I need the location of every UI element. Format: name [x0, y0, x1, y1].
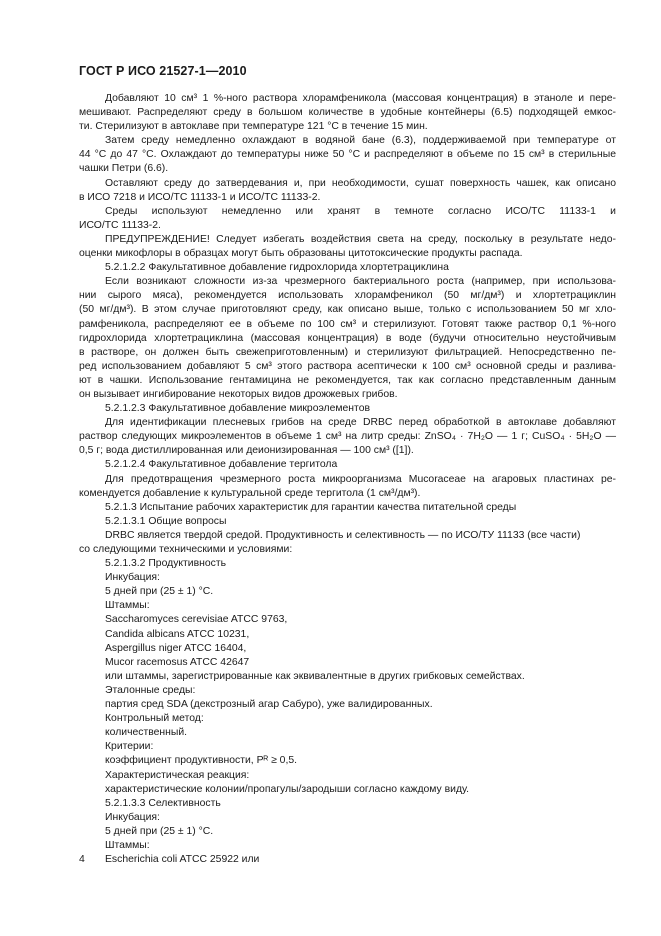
text-line: 5.2.1.2.3 Факультативное добавление микроэлементов	[105, 403, 370, 415]
text-line: мешивают. Распределяют среду в большом количестве в удобные контейнеры (6.5) подходящей емкос-	[79, 107, 616, 119]
text-line: или штаммы, зарегистрированные как эквивалентные в других грибковых семействах.	[105, 670, 525, 682]
text-line: комендуется добавление к культуральной среде тергитола (1 см³/дм³).	[79, 487, 421, 499]
text-line: гидрохлорида хлортетрациклина (массовая концентрация) в воде (будучи относительно неустойчивым	[79, 332, 616, 344]
text-line: ти. Стерилизуют в автоклаве при температуре 121 °С в течение 15 мин.	[79, 121, 428, 133]
text-line: Candida albicans ATCC 10231,	[105, 628, 250, 640]
text-line: раствор следующих микроэлементов в объеме 1 см³ на литр среды: ZnSO₄ · 7H₂O — 1 г; CuSO₄ · 5H₂O —	[79, 431, 616, 443]
text-line: нии сырого мяса), рекомендуется использовать хлорамфеникол (50 мг/дм³) и хлортетрациклин	[79, 290, 616, 302]
text-line: Для предотвращения чрезмерного роста микроорганизма Mucoraceae на агаровых пластинах ре-	[105, 473, 616, 485]
text-line: Инкубация:	[105, 811, 160, 823]
page-number: 4	[79, 854, 85, 865]
text-line: Эталонные среды:	[105, 684, 196, 696]
text-line: количественный.	[105, 727, 188, 739]
text-line: ИСО/ТС 11133-2.	[79, 219, 161, 231]
text-line: 5.2.1.3.1 Общие вопросы	[105, 515, 227, 527]
text-line: Инкубация:	[105, 572, 160, 584]
text-line: Saccharomyces cerevisiae ATCC 9763,	[105, 614, 288, 626]
text-line: (50 мг/дм³). В этом случае приготовляют среду, как описано выше, только с использованием 50 мг хло-	[79, 304, 616, 316]
text-line: Escherichia coli ATCC 25922 или	[105, 854, 260, 866]
text-line: Контрольный метод:	[105, 713, 204, 725]
text-line: 5.2.1.2.4 Факультативное добавление тергитола	[105, 459, 338, 471]
text-line: 5 дней при (25 ± 1) °С.	[105, 586, 214, 598]
text-line: в растворе, он должен быть свежеприготовленным) и стерилизуют фильтрацией. Непосредственно пе-	[79, 346, 616, 358]
text-line: Для идентификации плесневых грибов на среде DRBC перед обработкой в автоклаве добавляют	[105, 417, 616, 429]
text-line: ред использованием добавляют 5 см³ этого раствора асептически к 100 см³ основной среды и разлива-	[79, 360, 616, 372]
text-line: Затем среду немедленно охлаждают в водяной бане (6.3), поддерживаемой при температуре от	[105, 135, 616, 147]
text-line: в ИСО 7218 и ИСО/ТС 11133-1 и ИСО/ТС 11133-2.	[79, 191, 321, 203]
standard-designation: ГОСТ Р ИСО 21527-1—2010	[79, 64, 247, 78]
text-line: коэффициент продуктивности, Pᴿ ≥ 0,5.	[105, 755, 297, 767]
text-line: со следующими техническими и условиями:	[79, 544, 293, 555]
text-line: 5.2.1.3.3 Селективность	[105, 797, 221, 809]
text-line: Среды используют немедленно или хранят в темноте согласно ИСО/ТС 11133-1 и	[105, 205, 616, 217]
text-line: 0,5 г; вода дистиллированная или деионизированная — 100 см³ ([1]).	[79, 445, 414, 457]
text-line: партия сред SDA (декстрозный агар Сабуро), уже валидированных.	[105, 699, 433, 711]
text-line: 44 °С до 47 °С. Охлаждают до температуры ниже 50 °С и распределяют в объеме по 15 см³ в стерильные	[79, 149, 616, 161]
text-line: 5.2.1.3 Испытание рабочих характеристик для гарантии качества питательной среды	[105, 501, 517, 513]
text-line: DRBC является твердой средой. Продуктивность и селективность — по ИСО/ТУ 11133 (все части)	[105, 529, 581, 541]
text-line: Если возникают сложности из-за чрезмерного бактериального роста (например, при использова-	[105, 276, 616, 288]
text-line: 5.2.1.2.2 Факультативное добавление гидрохлорида хлортетрациклина	[105, 262, 449, 274]
text-line: Aspergillus niger ATCC 16404,	[105, 642, 247, 654]
text-line: Добавляют 10 см³ 1 %-ного раствора хлорамфеникола (массовая концентрация) в этаноле и пере-	[105, 93, 616, 104]
text-line: ПРЕДУПРЕЖДЕНИЕ! Следует избегать воздействия света на среду, поскольку в результате недо-	[105, 233, 616, 245]
text-line: чашки Петри (6.6).	[79, 163, 169, 175]
text-line: Штаммы:	[105, 600, 150, 612]
text-line: ют в чашки. Использование гентамицина не рекомендуется, так как согласно представленным данным	[79, 374, 616, 386]
text-line: 5.2.1.3.2 Продуктивность	[105, 558, 227, 570]
document-body	[79, 92, 616, 867]
text-line: оценки микофлоры в образцах могут быть образованы цитотоксические продукты распада.	[79, 248, 523, 260]
text-line: рамфеникола, распределяют ее в объеме по 100 см³ и стерилизуют. Готовят также раствор 0,1 %-ного	[79, 318, 616, 330]
text-line: характеристические колонии/пропагулы/зародыши согласно каждому виду.	[105, 783, 470, 795]
text-line: 5 дней при (25 ± 1) °С.	[105, 825, 214, 837]
text-line: Оставляют среду до затвердевания и, при необходимости, сушат поверхность чашек, как описано	[105, 177, 616, 189]
text-line: Штаммы:	[105, 839, 150, 851]
text-line: Критерии:	[105, 741, 154, 753]
text-line: Mucor racemosus ATCC 42647	[105, 656, 250, 668]
text-line: Характеристическая реакция:	[105, 769, 250, 781]
text-line: он вызывает ингибирование некоторых видов дрожжевых грибов.	[79, 388, 398, 400]
